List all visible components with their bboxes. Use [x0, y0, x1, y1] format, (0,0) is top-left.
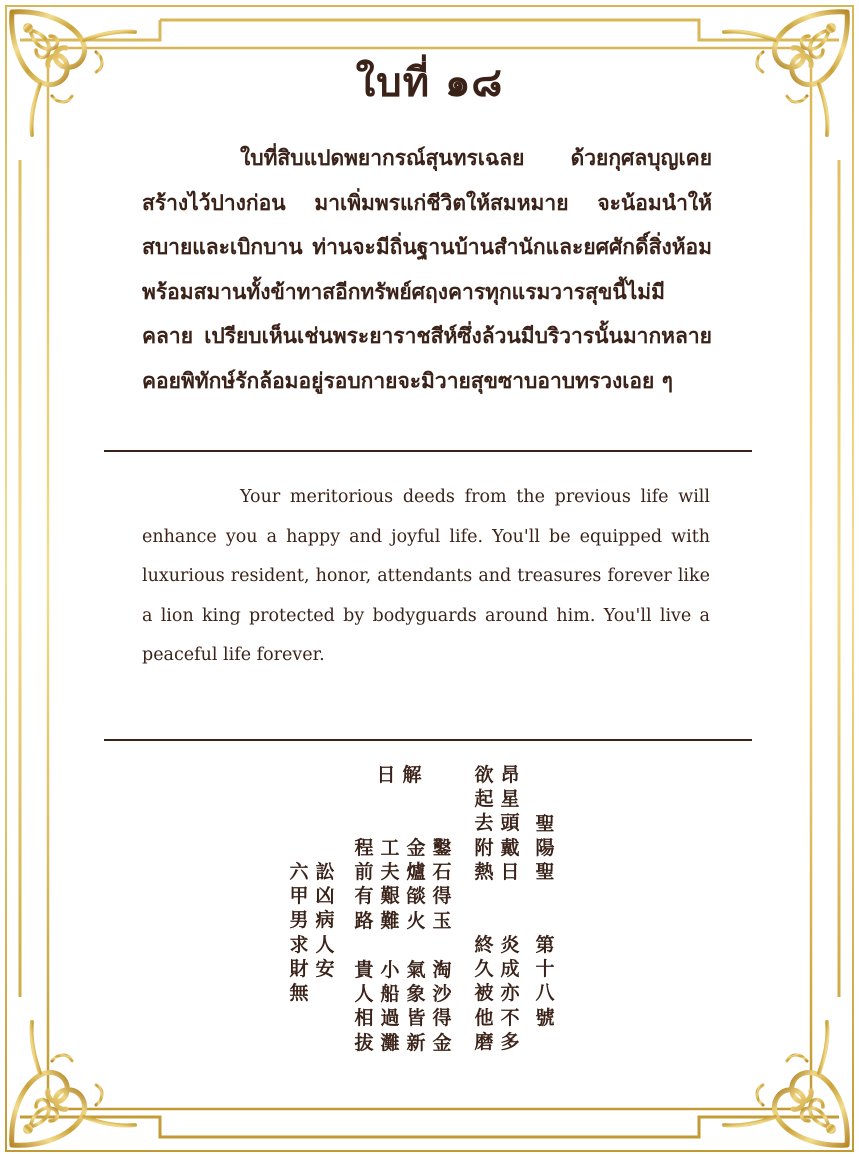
chinese-character: 夫 — [380, 861, 400, 884]
chinese-character: 甲 — [289, 885, 309, 908]
chinese-column — [373, 763, 399, 787]
chinese-character: 小 — [380, 959, 400, 981]
chinese-character: 金 — [432, 1031, 452, 1054]
chinese-character: 欲 — [474, 764, 494, 786]
bottom-divider — [104, 739, 752, 741]
chinese-column — [429, 836, 455, 933]
chinese-character: 求 — [289, 933, 309, 956]
chinese-column — [497, 933, 523, 1054]
chinese-character: 熱 — [474, 860, 494, 883]
chinese-character: 亦 — [500, 982, 520, 1005]
chinese-column — [351, 958, 377, 1055]
chinese-character: 聖 — [535, 861, 555, 884]
chinese-column — [399, 763, 425, 787]
chinese-character: 去 — [474, 812, 494, 835]
chinese-character: 被 — [474, 982, 494, 1005]
chinese-column — [286, 860, 312, 1005]
chinese-character: 六 — [289, 861, 309, 883]
chinese-character: 男 — [289, 909, 309, 932]
chinese-character: 星 — [500, 788, 520, 811]
chinese-character: 他 — [474, 1006, 494, 1029]
chinese-character: 得 — [432, 1007, 452, 1030]
chinese-character: 起 — [474, 788, 494, 811]
chinese-character: 相 — [354, 1007, 374, 1030]
chinese-character: 八 — [535, 982, 555, 1005]
page-title: ใบที่ ๑๘ — [355, 60, 504, 106]
chinese-character: 難 — [380, 909, 400, 932]
chinese-character: 十 — [535, 958, 555, 981]
chinese-character: 訟 — [315, 861, 335, 883]
chinese-character: 無 — [289, 981, 309, 1004]
chinese-character: 工 — [380, 837, 400, 859]
top-divider — [104, 450, 752, 452]
chinese-character: 氣 — [406, 959, 426, 981]
chinese-character: 附 — [474, 836, 494, 859]
chinese-character: 成 — [500, 958, 520, 981]
chinese-column — [429, 958, 455, 1055]
chinese-character: 象 — [406, 983, 426, 1006]
chinese-character: 玉 — [432, 909, 452, 932]
chinese-character: 沙 — [432, 983, 452, 1006]
chinese-character: 人 — [315, 933, 335, 956]
chinese-character: 多 — [500, 1030, 520, 1053]
chinese-character: 解 — [402, 764, 422, 786]
chinese-character: 淘 — [432, 959, 452, 981]
chinese-character: 戴 — [500, 836, 520, 859]
chinese-character: 陽 — [535, 837, 555, 860]
chinese-column — [312, 860, 338, 981]
chinese-character: 金 — [406, 837, 426, 859]
chinese-character: 艱 — [380, 885, 400, 908]
chinese-character: 有 — [354, 885, 374, 908]
thai-paragraph: ใบที่สิบแปดพยากรณ์สุนทรเฉลย ด้วยกุศลบุญเคยสร้างไว้ปางก่อน มาเพิ่มพรแก่ชีวิตให้สมหมาย จะน้อมนำให้สบายและเบิกบาน ท่านจะมีถิ่นฐานบ้านสำนักและยศศักดิ์สิ่งห้อมพร้อมสมานทั้งข้าทาสอีกทรัพย์ศฤงคารทุกแรมวารสุขนี้ไม่มีคลาย เปรียบเห็นเช่นพระยาราชสีห์ซึ่งล้วนมีบริวารนั้นมากหลาย คอยพิทักษ์รักล้อมอยู่รอบกายจะมิวายสุขซาบอาบทรวงเอย ๆ — [142, 146, 712, 393]
chinese-character: 不 — [500, 1006, 520, 1029]
chinese-character: 第 — [535, 934, 555, 956]
chinese-column — [403, 836, 429, 933]
chinese-character: 貴 — [354, 959, 374, 981]
chinese-column — [471, 763, 497, 884]
chinese-column — [497, 763, 523, 884]
chinese-character: 爐 — [406, 861, 426, 884]
chinese-character: 鑿 — [432, 837, 452, 859]
chinese-character: 財 — [289, 957, 309, 980]
chinese-character: 灘 — [380, 1031, 400, 1054]
chinese-character: 新 — [406, 1031, 426, 1054]
chinese-character: 程 — [354, 837, 374, 859]
chinese-character: 磨 — [474, 1030, 494, 1053]
chinese-character: 病 — [315, 909, 335, 932]
chinese-column — [471, 933, 497, 1054]
chinese-character: 昂 — [500, 764, 520, 786]
chinese-column — [377, 958, 403, 1055]
english-paragraph: Your meritorious deeds from the previous life will enhance you a happy and joyful life. You'll be equipped with luxurious resident, honor, attendants and treasures forever like a lion king protected by bodyguards around him. You'll live a peaceful life forever. — [142, 487, 710, 666]
chinese-character: 路 — [354, 909, 374, 932]
chinese-column — [351, 836, 377, 933]
chinese-character: 前 — [354, 861, 374, 884]
chinese-character: 船 — [380, 983, 400, 1006]
chinese-character: 皆 — [406, 1007, 426, 1030]
chinese-character: 拔 — [354, 1031, 374, 1054]
chinese-column — [532, 933, 558, 1030]
chinese-character: 頭 — [500, 812, 520, 835]
chinese-column — [532, 812, 558, 885]
chinese-character: 日 — [500, 860, 520, 883]
chinese-character: 聖 — [535, 813, 555, 835]
chinese-character: 日 — [376, 764, 396, 786]
chinese-character: 石 — [432, 861, 452, 884]
chinese-character: 得 — [432, 885, 452, 908]
chinese-character: 過 — [380, 1007, 400, 1030]
chinese-character: 凶 — [315, 885, 335, 908]
chinese-character: 燄 — [406, 885, 426, 908]
chinese-column — [377, 836, 403, 933]
chinese-character: 火 — [406, 909, 426, 932]
chinese-character: 炎 — [500, 934, 520, 956]
chinese-column — [403, 958, 429, 1055]
chinese-character: 號 — [535, 1006, 555, 1029]
chinese-character: 終 — [474, 934, 494, 956]
chinese-character: 久 — [474, 958, 494, 981]
chinese-character: 人 — [354, 983, 374, 1006]
chinese-character: 安 — [315, 957, 335, 980]
